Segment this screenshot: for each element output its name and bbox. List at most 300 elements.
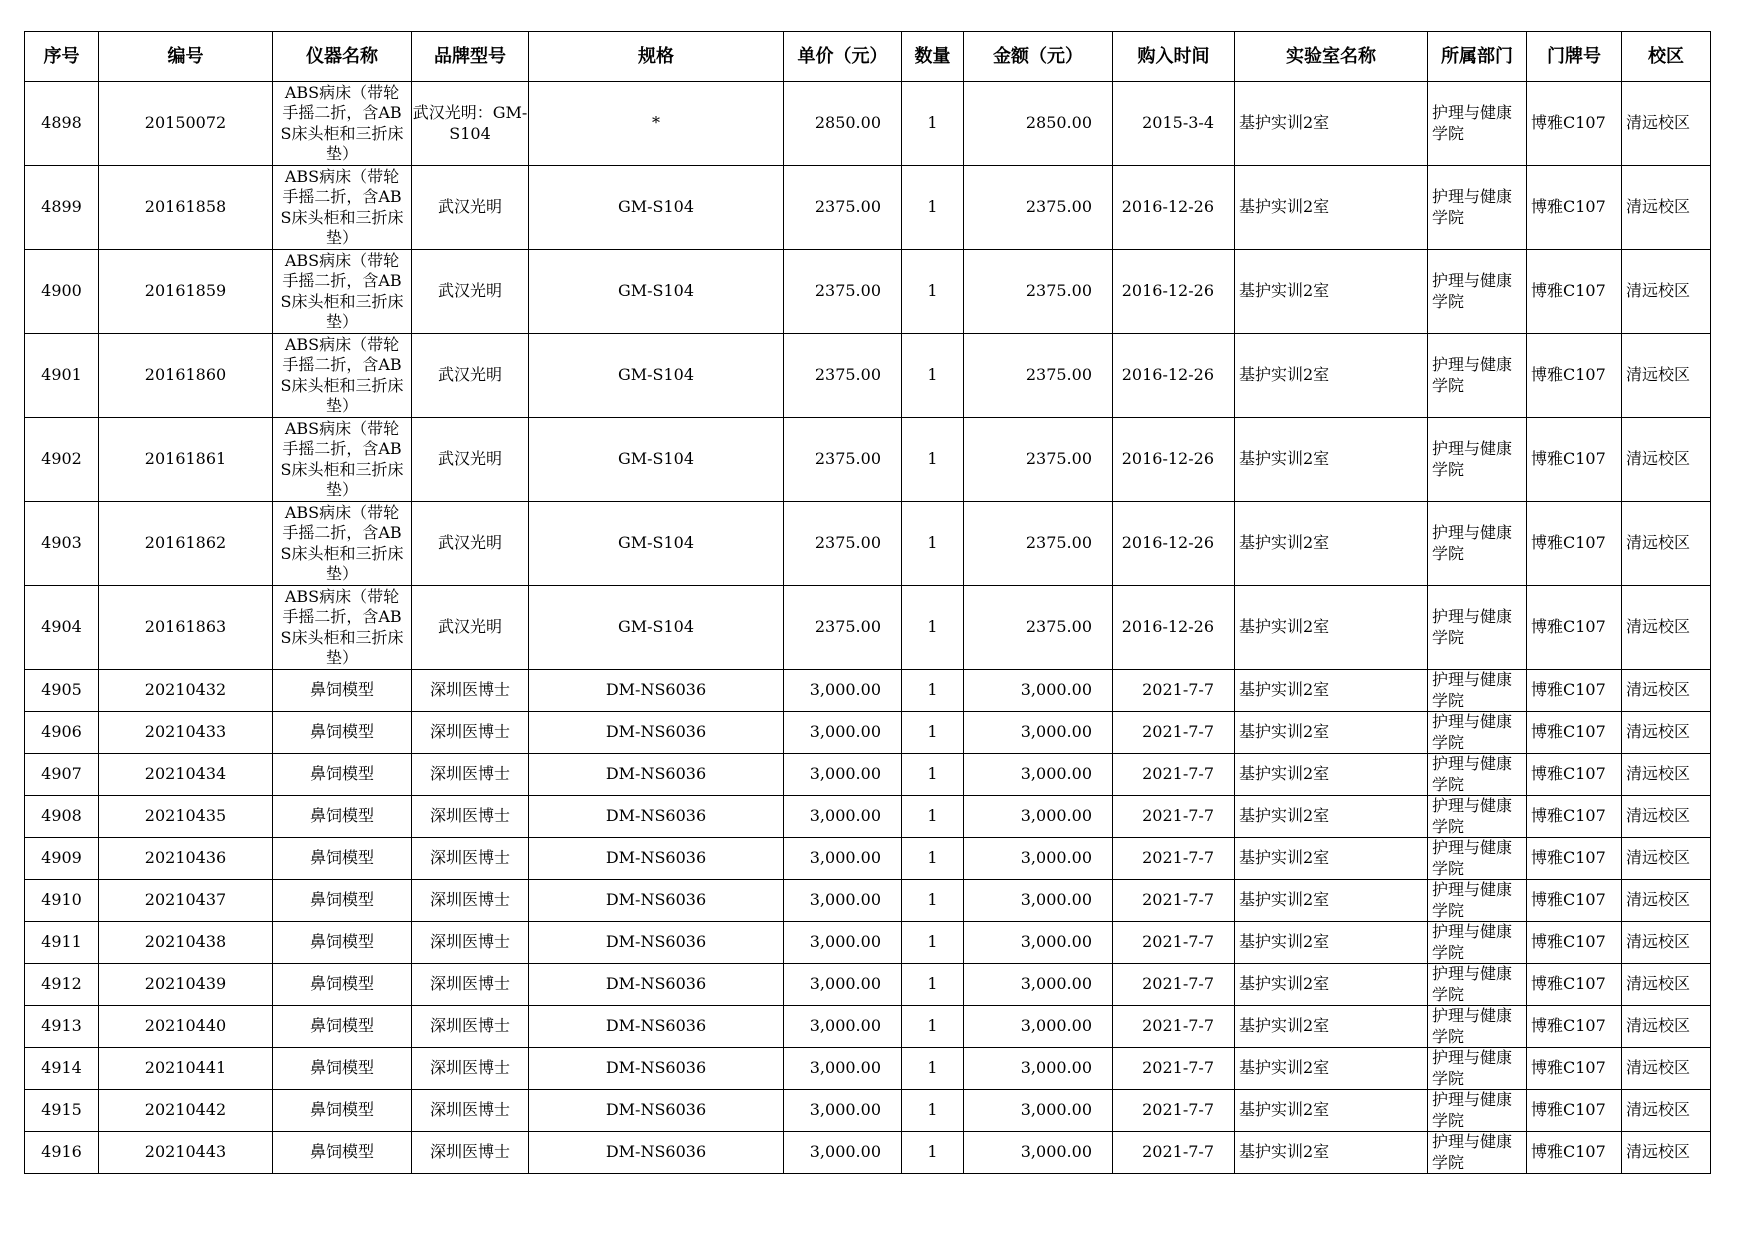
cell-name — [273, 82, 412, 166]
cell-dept — [1428, 754, 1527, 796]
cell-dept — [1428, 502, 1527, 586]
cell-lab: 基护实训2室 — [1235, 838, 1428, 880]
table-row — [25, 166, 1711, 250]
cell-unit-price: 3,000.00 — [784, 1090, 902, 1132]
cell-purchase-date: 2021-7-7 — [1113, 712, 1235, 754]
cell-qty: 1 — [902, 922, 964, 964]
table-row — [25, 250, 1711, 334]
cell-spec: GM-S104 — [529, 502, 784, 586]
cell-qty: 1 — [902, 964, 964, 1006]
cell-door: 博雅C107 — [1527, 796, 1622, 838]
cell-dept — [1428, 922, 1527, 964]
cell-lab: 基护实训2室 — [1235, 166, 1428, 250]
cell-purchase-date: 2021-7-7 — [1113, 1090, 1235, 1132]
cell-door: 博雅C107 — [1527, 754, 1622, 796]
cell-unit-price: 3,000.00 — [784, 796, 902, 838]
cell-brand — [412, 1006, 529, 1048]
cell-spec: DM-NS6036 — [529, 754, 784, 796]
cell-name-text: 鼻饲模型 — [309, 764, 374, 784]
cell-seq: 4901 — [25, 334, 99, 418]
cell-unit-price: 3,000.00 — [784, 964, 902, 1006]
cell-purchase-date: 2021-7-7 — [1113, 754, 1235, 796]
cell-amount: 2375.00 — [964, 586, 1113, 670]
cell-brand — [412, 796, 529, 838]
cell-dept-text: 护理与健康学院 — [1432, 754, 1513, 794]
header-lab: 实验室名称 — [1235, 32, 1428, 82]
cell-brand — [412, 250, 529, 334]
cell-brand — [412, 964, 529, 1006]
cell-qty: 1 — [902, 1090, 964, 1132]
cell-dept-text: 护理与健康学院 — [1432, 670, 1513, 710]
cell-brand-text: 深圳医博士 — [429, 1058, 510, 1078]
cell-dept — [1428, 712, 1527, 754]
cell-unit-price: 2375.00 — [784, 502, 902, 586]
cell-name — [273, 586, 412, 670]
cell-dept — [1428, 586, 1527, 670]
cell-purchase-date: 2016-12-26 — [1113, 250, 1235, 334]
cell-spec: DM-NS6036 — [529, 838, 784, 880]
cell-purchase-date: 2021-7-7 — [1113, 838, 1235, 880]
cell-campus: 清远校区 — [1622, 1048, 1711, 1090]
cell-spec: GM-S104 — [529, 334, 784, 418]
cell-brand-text: 武汉光明：GM-S104 — [412, 103, 528, 143]
cell-amount: 2850.00 — [964, 82, 1113, 166]
cell-unit-price: 3,000.00 — [784, 922, 902, 964]
cell-name-text: 鼻饲模型 — [309, 1058, 374, 1078]
cell-name — [273, 838, 412, 880]
cell-lab: 基护实训2室 — [1235, 964, 1428, 1006]
cell-name — [273, 670, 412, 712]
cell-brand — [412, 922, 529, 964]
cell-door: 博雅C107 — [1527, 1048, 1622, 1090]
cell-name-text: 鼻饲模型 — [309, 722, 374, 742]
cell-brand-text: 武汉光明 — [437, 617, 502, 637]
cell-name-text: 鼻饲模型 — [309, 974, 374, 994]
cell-spec: DM-NS6036 — [529, 1048, 784, 1090]
cell-lab: 基护实训2室 — [1235, 1132, 1428, 1174]
cell-door: 博雅C107 — [1527, 502, 1622, 586]
cell-dept-text: 护理与健康学院 — [1432, 796, 1513, 836]
cell-amount: 2375.00 — [964, 250, 1113, 334]
cell-dept — [1428, 334, 1527, 418]
cell-door: 博雅C107 — [1527, 166, 1622, 250]
cell-lab: 基护实训2室 — [1235, 712, 1428, 754]
cell-lab: 基护实训2室 — [1235, 670, 1428, 712]
cell-seq: 4907 — [25, 754, 99, 796]
cell-unit-price: 3,000.00 — [784, 880, 902, 922]
cell-name — [273, 796, 412, 838]
cell-dept — [1428, 1132, 1527, 1174]
cell-brand — [412, 712, 529, 754]
cell-spec: GM-S104 — [529, 586, 784, 670]
cell-seq: 4900 — [25, 250, 99, 334]
header-amount: 金额（元） — [964, 32, 1113, 82]
cell-name — [273, 712, 412, 754]
cell-spec: DM-NS6036 — [529, 1090, 784, 1132]
cell-dept-text: 护理与健康学院 — [1432, 103, 1513, 143]
cell-lab: 基护实训2室 — [1235, 880, 1428, 922]
cell-brand-text: 深圳医博士 — [429, 1016, 510, 1036]
cell-purchase-date: 2021-7-7 — [1113, 1006, 1235, 1048]
cell-code: 20161862 — [99, 502, 273, 586]
cell-name-text: 鼻饲模型 — [309, 848, 374, 868]
cell-brand — [412, 502, 529, 586]
cell-dept — [1428, 670, 1527, 712]
cell-purchase-date: 2021-7-7 — [1113, 796, 1235, 838]
cell-name — [273, 1048, 412, 1090]
cell-qty: 1 — [902, 1048, 964, 1090]
table-row — [25, 796, 1711, 838]
cell-campus: 清远校区 — [1622, 1006, 1711, 1048]
cell-brand — [412, 1090, 529, 1132]
header-dept: 所属部门 — [1428, 32, 1527, 82]
cell-door: 博雅C107 — [1527, 922, 1622, 964]
cell-seq: 4916 — [25, 1132, 99, 1174]
cell-name — [273, 754, 412, 796]
cell-lab: 基护实训2室 — [1235, 250, 1428, 334]
header-seq: 序号 — [25, 32, 99, 82]
header-campus: 校区 — [1622, 32, 1711, 82]
cell-name — [273, 880, 412, 922]
cell-code: 20210443 — [99, 1132, 273, 1174]
cell-dept-text: 护理与健康学院 — [1432, 880, 1513, 920]
cell-name — [273, 250, 412, 334]
cell-code: 20210439 — [99, 964, 273, 1006]
cell-amount: 2375.00 — [964, 334, 1113, 418]
cell-purchase-date: 2016-12-26 — [1113, 166, 1235, 250]
cell-dept-text: 护理与健康学院 — [1432, 355, 1513, 395]
cell-seq: 4912 — [25, 964, 99, 1006]
cell-lab: 基护实训2室 — [1235, 418, 1428, 502]
cell-unit-price: 3,000.00 — [784, 670, 902, 712]
cell-lab: 基护实训2室 — [1235, 502, 1428, 586]
cell-qty: 1 — [902, 1132, 964, 1174]
cell-brand — [412, 1132, 529, 1174]
cell-door: 博雅C107 — [1527, 712, 1622, 754]
cell-name-text: ABS病床（带轮手摇二折，含ABS床头柜和三折床垫） — [280, 166, 404, 247]
cell-brand-text: 深圳医博士 — [429, 1100, 510, 1120]
cell-brand — [412, 670, 529, 712]
table-row — [25, 880, 1711, 922]
cell-dept-text: 护理与健康学院 — [1432, 523, 1513, 563]
cell-brand-text: 深圳医博士 — [429, 806, 510, 826]
cell-brand-text: 深圳医博士 — [429, 848, 510, 868]
cell-door: 博雅C107 — [1527, 838, 1622, 880]
cell-amount: 2375.00 — [964, 166, 1113, 250]
cell-name-text: 鼻饲模型 — [309, 1100, 374, 1120]
table-row — [25, 670, 1711, 712]
cell-brand-text: 深圳医博士 — [429, 932, 510, 952]
cell-brand-text: 武汉光明 — [437, 533, 502, 553]
cell-name-text: 鼻饲模型 — [309, 1142, 374, 1162]
cell-unit-price: 3,000.00 — [784, 838, 902, 880]
cell-code: 20161861 — [99, 418, 273, 502]
cell-spec: * — [529, 82, 784, 166]
cell-dept — [1428, 796, 1527, 838]
cell-name — [273, 502, 412, 586]
cell-brand — [412, 418, 529, 502]
cell-name-text: ABS病床（带轮手摇二折，含ABS床头柜和三折床垫） — [280, 586, 404, 667]
cell-lab: 基护实训2室 — [1235, 334, 1428, 418]
cell-brand — [412, 838, 529, 880]
cell-name-text: ABS病床（带轮手摇二折，含ABS床头柜和三折床垫） — [280, 334, 404, 415]
cell-dept — [1428, 82, 1527, 166]
cell-name-text: 鼻饲模型 — [309, 932, 374, 952]
cell-brand-text: 深圳医博士 — [429, 974, 510, 994]
cell-dept-text: 护理与健康学院 — [1432, 271, 1513, 311]
cell-brand-text: 武汉光明 — [437, 449, 502, 469]
cell-campus: 清远校区 — [1622, 586, 1711, 670]
cell-campus: 清远校区 — [1622, 418, 1711, 502]
cell-campus: 清远校区 — [1622, 670, 1711, 712]
cell-lab: 基护实训2室 — [1235, 796, 1428, 838]
cell-qty: 1 — [902, 166, 964, 250]
cell-qty: 1 — [902, 880, 964, 922]
cell-name-text: ABS病床（带轮手摇二折，含ABS床头柜和三折床垫） — [280, 82, 404, 163]
cell-qty: 1 — [902, 418, 964, 502]
cell-unit-price: 3,000.00 — [784, 1048, 902, 1090]
cell-qty: 1 — [902, 838, 964, 880]
cell-name — [273, 1132, 412, 1174]
cell-seq: 4915 — [25, 1090, 99, 1132]
cell-qty: 1 — [902, 754, 964, 796]
cell-purchase-date: 2021-7-7 — [1113, 670, 1235, 712]
cell-code: 20150072 — [99, 82, 273, 166]
cell-amount: 3,000.00 — [964, 1090, 1113, 1132]
cell-amount: 3,000.00 — [964, 754, 1113, 796]
cell-code: 20210435 — [99, 796, 273, 838]
cell-spec: DM-NS6036 — [529, 670, 784, 712]
cell-door: 博雅C107 — [1527, 1006, 1622, 1048]
cell-brand-text: 武汉光明 — [437, 281, 502, 301]
cell-spec: DM-NS6036 — [529, 1132, 784, 1174]
cell-campus: 清远校区 — [1622, 1090, 1711, 1132]
cell-dept — [1428, 964, 1527, 1006]
cell-brand-text: 武汉光明 — [437, 365, 502, 385]
cell-campus: 清远校区 — [1622, 964, 1711, 1006]
table-row — [25, 82, 1711, 166]
table-row — [25, 712, 1711, 754]
cell-qty: 1 — [902, 1006, 964, 1048]
cell-code: 20210437 — [99, 880, 273, 922]
cell-amount: 3,000.00 — [964, 880, 1113, 922]
cell-unit-price: 2850.00 — [784, 82, 902, 166]
cell-name — [273, 964, 412, 1006]
cell-dept — [1428, 1090, 1527, 1132]
cell-dept — [1428, 250, 1527, 334]
table-row — [25, 334, 1711, 418]
cell-campus: 清远校区 — [1622, 838, 1711, 880]
cell-dept-text: 护理与健康学院 — [1432, 922, 1513, 962]
cell-unit-price: 3,000.00 — [784, 754, 902, 796]
cell-purchase-date: 2016-12-26 — [1113, 502, 1235, 586]
cell-seq: 4898 — [25, 82, 99, 166]
cell-code: 20210432 — [99, 670, 273, 712]
cell-code: 20210441 — [99, 1048, 273, 1090]
cell-dept-text: 护理与健康学院 — [1432, 1006, 1513, 1046]
cell-campus: 清远校区 — [1622, 250, 1711, 334]
cell-dept-text: 护理与健康学院 — [1432, 712, 1513, 752]
cell-amount: 3,000.00 — [964, 1006, 1113, 1048]
cell-unit-price: 3,000.00 — [784, 712, 902, 754]
cell-purchase-date: 2021-7-7 — [1113, 880, 1235, 922]
cell-amount: 3,000.00 — [964, 670, 1113, 712]
cell-door: 博雅C107 — [1527, 82, 1622, 166]
cell-seq: 4909 — [25, 838, 99, 880]
cell-name-text: ABS病床（带轮手摇二折，含ABS床头柜和三折床垫） — [280, 250, 404, 331]
header-qty: 数量 — [902, 32, 964, 82]
cell-campus: 清远校区 — [1622, 712, 1711, 754]
cell-brand — [412, 880, 529, 922]
cell-brand-text: 深圳医博士 — [429, 680, 510, 700]
cell-code: 20210442 — [99, 1090, 273, 1132]
cell-amount: 3,000.00 — [964, 964, 1113, 1006]
cell-seq: 4911 — [25, 922, 99, 964]
table-row — [25, 754, 1711, 796]
cell-dept-text: 护理与健康学院 — [1432, 607, 1513, 647]
table-row — [25, 586, 1711, 670]
cell-dept — [1428, 1048, 1527, 1090]
cell-code: 20210436 — [99, 838, 273, 880]
cell-name — [273, 334, 412, 418]
header-brand: 品牌型号 — [412, 32, 529, 82]
cell-campus: 清远校区 — [1622, 796, 1711, 838]
cell-amount: 2375.00 — [964, 418, 1113, 502]
cell-purchase-date: 2021-7-7 — [1113, 1048, 1235, 1090]
table-row — [25, 1132, 1711, 1174]
cell-dept-text: 护理与健康学院 — [1432, 838, 1513, 878]
cell-dept — [1428, 880, 1527, 922]
cell-spec: DM-NS6036 — [529, 922, 784, 964]
header-purchase-date: 购入时间 — [1113, 32, 1235, 82]
cell-qty: 1 — [902, 712, 964, 754]
cell-campus: 清远校区 — [1622, 922, 1711, 964]
cell-campus: 清远校区 — [1622, 334, 1711, 418]
header-name: 仪器名称 — [273, 32, 412, 82]
header-unit-price: 单价（元） — [784, 32, 902, 82]
cell-purchase-date: 2021-7-7 — [1113, 1132, 1235, 1174]
cell-campus: 清远校区 — [1622, 880, 1711, 922]
cell-unit-price: 2375.00 — [784, 334, 902, 418]
cell-spec: GM-S104 — [529, 250, 784, 334]
cell-dept-text: 护理与健康学院 — [1432, 187, 1513, 227]
table-row — [25, 922, 1711, 964]
cell-spec: DM-NS6036 — [529, 880, 784, 922]
cell-unit-price: 2375.00 — [784, 250, 902, 334]
cell-campus: 清远校区 — [1622, 754, 1711, 796]
cell-door: 博雅C107 — [1527, 250, 1622, 334]
cell-lab: 基护实训2室 — [1235, 1048, 1428, 1090]
cell-spec: GM-S104 — [529, 418, 784, 502]
cell-seq: 4903 — [25, 502, 99, 586]
cell-campus: 清远校区 — [1622, 82, 1711, 166]
cell-dept-text: 护理与健康学院 — [1432, 1090, 1513, 1130]
table-row — [25, 502, 1711, 586]
cell-unit-price: 3,000.00 — [784, 1006, 902, 1048]
cell-door: 博雅C107 — [1527, 334, 1622, 418]
cell-door: 博雅C107 — [1527, 586, 1622, 670]
cell-brand-text: 深圳医博士 — [429, 890, 510, 910]
cell-seq: 4906 — [25, 712, 99, 754]
cell-purchase-date: 2016-12-26 — [1113, 334, 1235, 418]
cell-amount: 3,000.00 — [964, 712, 1113, 754]
cell-qty: 1 — [902, 796, 964, 838]
cell-spec: DM-NS6036 — [529, 1006, 784, 1048]
cell-amount: 2375.00 — [964, 502, 1113, 586]
cell-brand-text: 深圳医博士 — [429, 722, 510, 742]
cell-name — [273, 166, 412, 250]
cell-brand — [412, 166, 529, 250]
table-row — [25, 1006, 1711, 1048]
cell-qty: 1 — [902, 250, 964, 334]
cell-code: 20161863 — [99, 586, 273, 670]
cell-name-text: ABS病床（带轮手摇二折，含ABS床头柜和三折床垫） — [280, 502, 404, 583]
cell-lab: 基护实训2室 — [1235, 922, 1428, 964]
cell-dept-text: 护理与健康学院 — [1432, 964, 1513, 1004]
cell-amount: 3,000.00 — [964, 1132, 1113, 1174]
cell-brand — [412, 586, 529, 670]
cell-dept-text: 护理与健康学院 — [1432, 1132, 1513, 1172]
cell-brand — [412, 754, 529, 796]
table-row — [25, 1090, 1711, 1132]
cell-amount: 3,000.00 — [964, 838, 1113, 880]
cell-brand — [412, 1048, 529, 1090]
cell-seq: 4904 — [25, 586, 99, 670]
cell-brand — [412, 334, 529, 418]
table-row — [25, 838, 1711, 880]
cell-qty: 1 — [902, 334, 964, 418]
cell-purchase-date: 2015-3-4 — [1113, 82, 1235, 166]
cell-name — [273, 922, 412, 964]
cell-campus: 清远校区 — [1622, 166, 1711, 250]
cell-dept — [1428, 838, 1527, 880]
cell-door: 博雅C107 — [1527, 670, 1622, 712]
cell-door: 博雅C107 — [1527, 1132, 1622, 1174]
header-code: 编号 — [99, 32, 273, 82]
cell-door: 博雅C107 — [1527, 1090, 1622, 1132]
cell-spec: DM-NS6036 — [529, 796, 784, 838]
cell-dept-text: 护理与健康学院 — [1432, 1048, 1513, 1088]
cell-lab: 基护实训2室 — [1235, 1090, 1428, 1132]
table-row — [25, 1048, 1711, 1090]
cell-name-text: 鼻饲模型 — [309, 806, 374, 826]
cell-door: 博雅C107 — [1527, 964, 1622, 1006]
header-row — [25, 32, 1711, 82]
equipment-inventory-table — [24, 31, 1711, 1174]
cell-lab: 基护实训2室 — [1235, 82, 1428, 166]
cell-dept — [1428, 418, 1527, 502]
cell-qty: 1 — [902, 502, 964, 586]
cell-campus: 清远校区 — [1622, 502, 1711, 586]
cell-amount: 3,000.00 — [964, 796, 1113, 838]
cell-name — [273, 418, 412, 502]
cell-code: 20210440 — [99, 1006, 273, 1048]
header-door: 门牌号 — [1527, 32, 1622, 82]
cell-amount: 3,000.00 — [964, 922, 1113, 964]
cell-unit-price: 2375.00 — [784, 418, 902, 502]
cell-qty: 1 — [902, 82, 964, 166]
cell-name-text: 鼻饲模型 — [309, 890, 374, 910]
cell-name — [273, 1090, 412, 1132]
cell-amount: 3,000.00 — [964, 1048, 1113, 1090]
cell-spec: DM-NS6036 — [529, 964, 784, 1006]
cell-dept — [1428, 166, 1527, 250]
cell-campus: 清远校区 — [1622, 1132, 1711, 1174]
cell-unit-price: 3,000.00 — [784, 1132, 902, 1174]
cell-brand-text: 深圳医博士 — [429, 764, 510, 784]
cell-lab: 基护实训2室 — [1235, 754, 1428, 796]
cell-code: 20210434 — [99, 754, 273, 796]
